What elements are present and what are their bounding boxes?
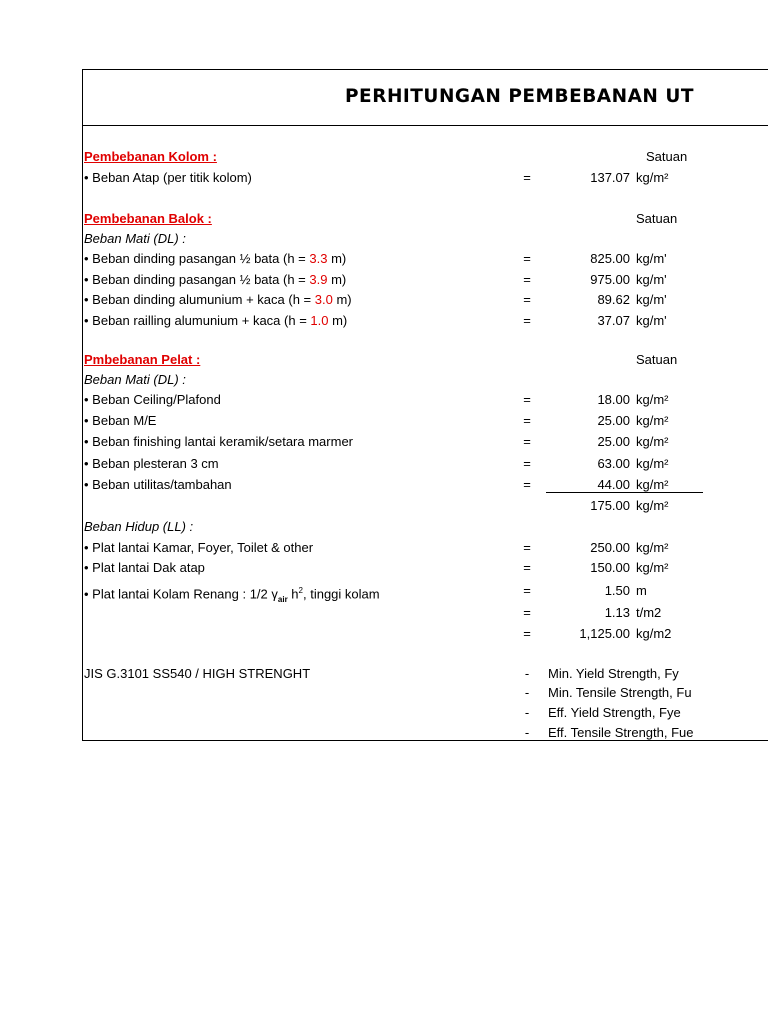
pelat-ll-row-unit: kg/m² [636, 540, 669, 555]
pelat-dl-row-unit: kg/m² [636, 434, 669, 449]
balok-row-value: 37.07 [597, 313, 630, 328]
pelat-kolam-label: • Plat lantai Kolam Renang : 1/2 $\gamma_{air}$ $h^2$, tinggi kolam [84, 586, 380, 604]
pelat-ll-row-equals: = [523, 560, 531, 575]
pelat-kolam-equals: = [523, 583, 531, 598]
pelat-dead-load-subheader: Beban Mati (DL) : [84, 372, 186, 387]
pelat-dl-row-unit: kg/m² [636, 392, 669, 407]
pelat-dl-row-unit: kg/m² [636, 413, 669, 428]
balok-row-value: 975.00 [590, 272, 630, 287]
pelat-dl-row-equals: = [523, 477, 531, 492]
balok-row-equals: = [523, 292, 531, 307]
steel-row-dash: - [524, 725, 530, 740]
pelat-satuan-label: Satuan [636, 352, 678, 367]
pelat-ll-row-label: • Plat lantai Dak atap [84, 560, 205, 575]
pelat-ll-row-value: 250.00 [590, 540, 630, 555]
pelat-dl-row-equals: = [523, 456, 531, 471]
balok-row-equals: = [523, 272, 531, 287]
balok-row-equals: = [523, 313, 531, 328]
steel-row-dash: - [524, 705, 530, 720]
kolom-row-equals: = [523, 170, 531, 185]
pelat-kolam-row-unit: kg/m2 [636, 626, 672, 641]
balok-row-label: • Beban dinding pasangan ½ bata (h = 3.9 m) [84, 272, 347, 287]
steel-row-text: Min. Yield Strength, Fy [548, 666, 679, 681]
pelat-ll-row-equals: = [523, 540, 531, 555]
pelat-ll-row-value: 150.00 [590, 560, 630, 575]
pelat-dl-row-label: • Beban M/E [84, 413, 157, 428]
balok-row-label: • Beban dinding alumunium + kaca (h = 3.0 m) [84, 292, 352, 307]
balok-row-value: 89.62 [597, 292, 630, 307]
pelat-dl-row-equals: = [523, 392, 531, 407]
balok-satuan-label: Satuan [636, 211, 678, 226]
pelat-dl-row-value: 44.00 [597, 477, 630, 492]
section-balok-header: Pembebanan Balok : [84, 211, 212, 226]
pelat-kolam-row-unit: t/m2 [636, 605, 662, 620]
steel-row-text: Eff. Yield Strength, Fye [548, 705, 681, 720]
pelat-dl-row-unit: kg/m² [636, 456, 669, 471]
section-kolom-header: Pembebanan Kolom : [84, 149, 217, 164]
pelat-dl-row-equals: = [523, 434, 531, 449]
pelat-dl-row-label: • Beban utilitas/tambahan [84, 477, 232, 492]
pelat-dl-row-value: 63.00 [597, 456, 630, 471]
pelat-dl-row-unit: kg/m² [636, 477, 669, 492]
balok-row-equals: = [523, 251, 531, 266]
steel-row-dash: - [524, 685, 530, 700]
pelat-dl-total-value: 175.00 [590, 498, 630, 513]
pelat-kolam-row-value: 1,125.00 [579, 626, 630, 641]
pelat-dl-row-value: 18.00 [597, 392, 630, 407]
balok-row-unit: kg/m' [636, 251, 667, 266]
kolom-row-unit: kg/m² [636, 170, 669, 185]
pelat-dl-row-equals: = [523, 413, 531, 428]
pelat-dl-row-value: 25.00 [597, 434, 630, 449]
pelat-kolam-row-equals: = [523, 626, 531, 641]
balok-row-value: 825.00 [590, 251, 630, 266]
pelat-dl-row-label: • Beban finishing lantai keramik/setara marmer [84, 434, 354, 449]
subtotal-divider [546, 492, 703, 493]
balok-row-unit: kg/m' [636, 292, 667, 307]
steel-grade-label: JIS G.3101 SS540 / HIGH STRENGHT [84, 666, 311, 681]
pelat-kolam-row-value: 1.13 [604, 605, 630, 620]
pelat-dl-row-label: • Beban Ceiling/Plafond [84, 392, 221, 407]
balok-dead-load-subheader: Beban Mati (DL) : [84, 231, 186, 246]
kolom-row-label: • Beban Atap (per titik kolom) [84, 170, 252, 185]
kolom-row-value: 137.07 [590, 170, 630, 185]
page-title: PERHITUNGAN PEMBEBANAN UT [345, 86, 694, 107]
kolom-satuan-label: Satuan [646, 149, 688, 164]
pelat-dl-row-value: 25.00 [597, 413, 630, 428]
pelat-ll-row-label: • Plat lantai Kamar, Foyer, Toilet & other [84, 540, 314, 555]
balok-row-label: • Beban railling alumunium + kaca (h = 1.0 m) [84, 313, 348, 328]
steel-row-text: Min. Tensile Strength, Fu [548, 685, 692, 700]
steel-row-dash: - [524, 666, 530, 681]
pelat-dl-row-label: • Beban plesteran 3 cm [84, 456, 219, 471]
pelat-ll-row-unit: kg/m² [636, 560, 669, 575]
pelat-live-load-subheader: Beban Hidup (LL) : [84, 519, 194, 534]
section-pelat-header: Pmbebanan Pelat : [84, 352, 201, 367]
balok-row-label: • Beban dinding pasangan ½ bata (h = 3.3 m) [84, 251, 347, 266]
balok-row-unit: kg/m' [636, 272, 667, 287]
steel-row-text: Eff. Tensile Strength, Fue [548, 725, 694, 740]
pelat-kolam-value: 1.50 [604, 583, 630, 598]
pelat-kolam-row-equals: = [523, 605, 531, 620]
pelat-dl-total-unit: kg/m² [636, 498, 669, 513]
balok-row-unit: kg/m' [636, 313, 667, 328]
pelat-kolam-unit: m [636, 583, 647, 598]
